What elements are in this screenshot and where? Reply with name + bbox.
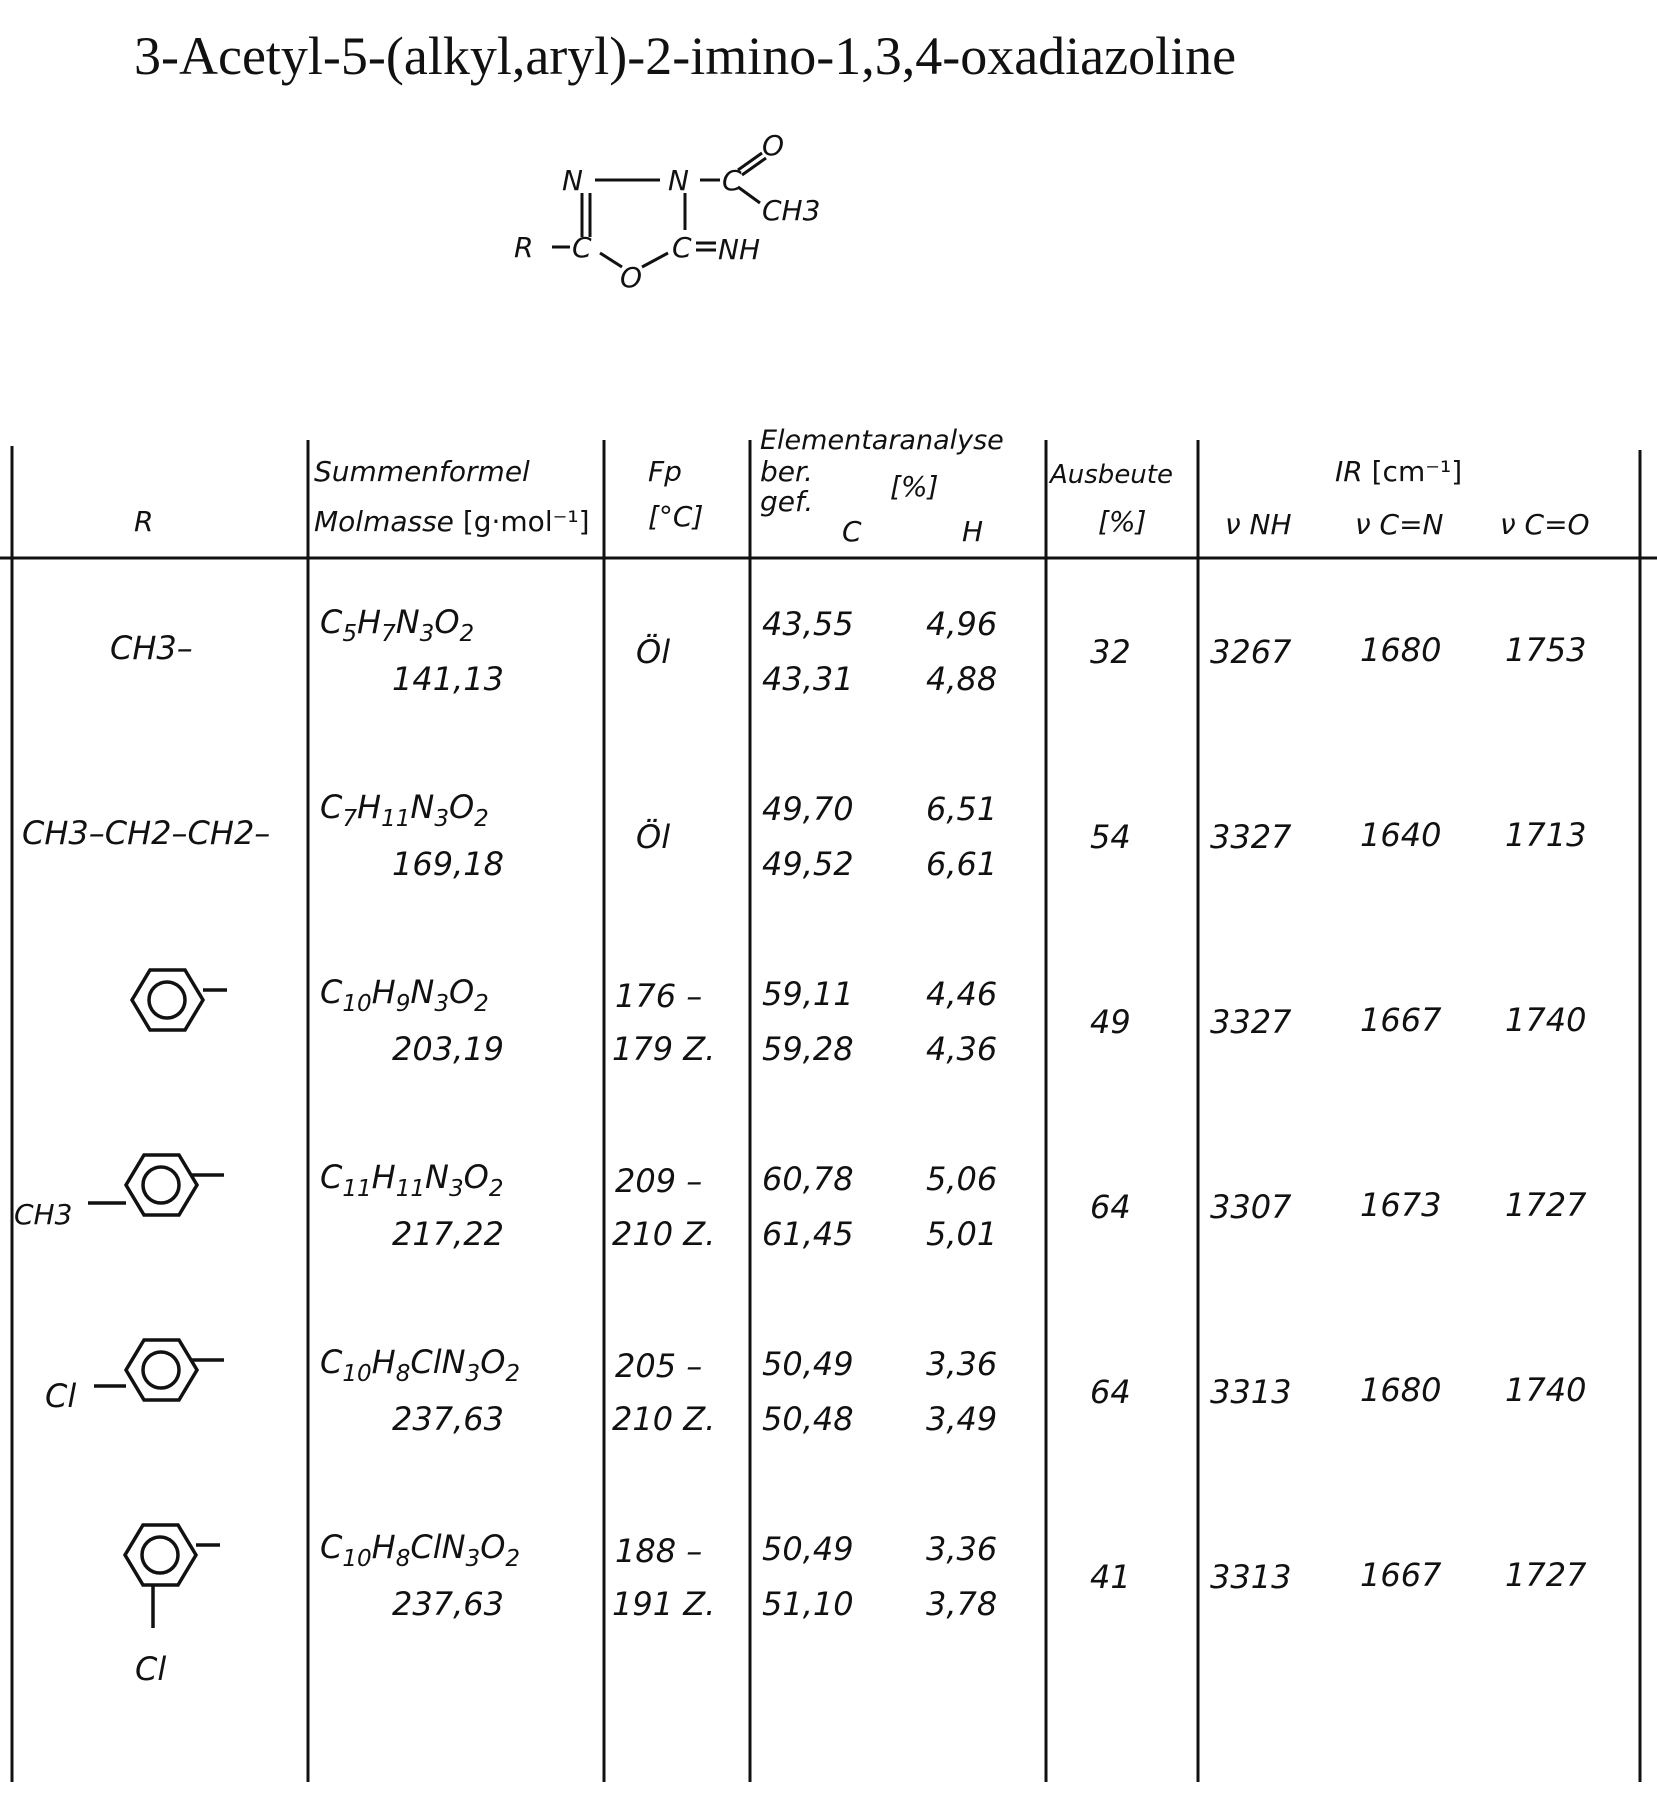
formula-subscript: 5 [342, 621, 357, 648]
ir-nh-value: 3327 [1210, 1003, 1292, 1041]
r-value: CH3–CH2–CH2– [22, 814, 271, 852]
ir-co-value: 1727 [1505, 1186, 1587, 1224]
formula-value [320, 1158, 504, 1203]
formula-subscript: 11 [342, 1176, 372, 1203]
c-gef-value: 59,28 [762, 1030, 854, 1068]
formula-element: O [448, 973, 475, 1011]
ir-nh-value: 3313 [1210, 1373, 1292, 1411]
h-gef-value: 6,61 [926, 845, 998, 883]
fp-value-2: 210 Z. [612, 1215, 716, 1253]
r-value: CH3 [14, 1198, 73, 1231]
header-ea-unit: [%] [890, 470, 939, 503]
h-ber-value: 4,46 [926, 975, 998, 1013]
formula-subscript: 2 [459, 621, 475, 648]
yield-value: 49 [1090, 1003, 1131, 1041]
fp-value-2: 179 Z. [612, 1030, 716, 1068]
r-substituent: Cl [135, 1650, 167, 1688]
yield-value: 32 [1090, 633, 1131, 671]
c-ber-value: 49,70 [762, 790, 854, 828]
r-value: CH3– [110, 629, 193, 667]
ir-cn-value: 1680 [1360, 1371, 1442, 1409]
formula-element: ClN [410, 1528, 466, 1566]
formula-value [320, 788, 489, 833]
formula-subscript: 9 [395, 991, 411, 1018]
ir-co-value: 1727 [1505, 1556, 1587, 1594]
c-gef-value: 49,52 [762, 845, 854, 883]
header-ea: Elementaranalyse [760, 425, 1004, 456]
yield-value: 41 [1090, 1558, 1131, 1596]
formula-element: C [320, 973, 343, 1011]
h-ber-value: 3,36 [926, 1345, 998, 1383]
ir-co-value: 1740 [1505, 1371, 1587, 1409]
page-title: 3-Acetyl-5-(alkyl,aryl)-2-imino-1,3,4-oxadiazoline [134, 26, 1237, 86]
formula-subscript: 10 [342, 991, 372, 1018]
formula-subscript: 10 [342, 1546, 372, 1573]
ir-cn-value: 1673 [1360, 1186, 1442, 1224]
header-fp: Fp [648, 455, 682, 488]
formula-value [320, 1343, 521, 1388]
formula-subscript: 3 [434, 806, 449, 833]
c-gef-value: 51,10 [762, 1585, 854, 1623]
header-ir-co: ν C=O [1500, 508, 1590, 541]
molmass-value: 141,13 [392, 660, 504, 698]
ir-nh-value: 3267 [1210, 633, 1292, 671]
h-gef-value: 4,36 [926, 1030, 998, 1068]
c-ber-value: 50,49 [762, 1345, 854, 1383]
atom-c-left: C [572, 231, 592, 264]
ir-co-value: 1740 [1505, 1001, 1587, 1039]
header-ea-ber: ber. [760, 455, 813, 488]
fp-value: 205 – [615, 1347, 703, 1385]
formula-subscript: 2 [488, 1176, 504, 1203]
c-ber-value: 59,11 [762, 975, 854, 1013]
formula-subscript: 3 [465, 1546, 481, 1573]
header-ea-gef: gef. [760, 485, 814, 518]
h-gef-value: 4,88 [926, 660, 998, 698]
fp-value: 176 – [615, 977, 703, 1015]
chlorophenyl-ring-icon [82, 1330, 232, 1430]
phenyl-ring-icon [115, 960, 235, 1060]
formula-element: H [357, 603, 382, 641]
atom-ch3: CH3 [762, 194, 821, 227]
yield-value: 64 [1090, 1373, 1131, 1411]
c-ber-value: 60,78 [762, 1160, 854, 1198]
atom-n-right: N [668, 164, 689, 197]
ir-nh-value: 3327 [1210, 818, 1292, 856]
c-ber-value: 43,55 [762, 605, 854, 643]
fp-value-2: 191 Z. [612, 1585, 716, 1623]
formula-element: N [410, 973, 435, 1011]
formula-element: O [434, 603, 460, 641]
formula-subscript: 10 [342, 1361, 372, 1388]
formula-value [320, 1528, 521, 1573]
formula-element: O [480, 1528, 506, 1566]
formula-subscript: 11 [381, 806, 411, 833]
fp-value-2: 210 Z. [612, 1400, 716, 1438]
ir-cn-value: 1640 [1360, 816, 1442, 854]
atom-r: R [514, 231, 534, 264]
fp-value: Öl [636, 633, 671, 671]
header-ir-label: IR [1335, 455, 1363, 488]
ir-cn-value: 1667 [1360, 1001, 1442, 1039]
formula-element: N [395, 603, 420, 641]
header-formula: Summenformel [314, 455, 530, 488]
ir-cn-value: 1680 [1360, 631, 1442, 669]
formula-element: C [320, 788, 343, 826]
header-molmass-label: Molmasse [314, 505, 454, 538]
formula-subscript: 11 [395, 1176, 426, 1203]
atom-o-ring: O [620, 261, 643, 294]
formula-element: H [357, 788, 382, 826]
header-ea-h: H [962, 515, 984, 548]
formula-subscript: 8 [395, 1361, 411, 1388]
atom-c-right: C [672, 231, 692, 264]
header-ir-nh: ν NH [1225, 508, 1292, 541]
formula-subscript: 2 [474, 991, 489, 1018]
formula-element: N [425, 1158, 449, 1196]
h-ber-value: 3,36 [926, 1530, 998, 1568]
tolyl-ring-icon [82, 1145, 232, 1245]
header-molmass [314, 505, 590, 538]
molmass-value: 203,19 [392, 1030, 504, 1068]
formula-element: H [371, 973, 396, 1011]
m-chlorophenyl-ring-icon [108, 1510, 228, 1660]
atom-o-carbonyl: O [762, 129, 785, 162]
molmass-value: 237,63 [392, 1585, 504, 1623]
fp-value: 209 – [615, 1162, 703, 1200]
formula-subscript: 3 [465, 1361, 481, 1388]
atom-nh: NH [718, 233, 760, 266]
header-yield: Ausbeute [1050, 460, 1173, 490]
formula-element: H [371, 1158, 396, 1196]
header-ir-cn: ν C=N [1355, 508, 1444, 541]
fp-value: Öl [636, 818, 671, 856]
header-r: R [134, 505, 154, 538]
header-ir-unit: [cm⁻¹] [1371, 455, 1463, 488]
header-ea-c: C [842, 515, 862, 548]
formula-element: C [320, 1158, 343, 1196]
ir-co-value: 1753 [1505, 631, 1587, 669]
formula-element: O [463, 1158, 489, 1196]
ir-nh-value: 3307 [1210, 1188, 1292, 1226]
formula-element: C [320, 1528, 343, 1566]
molmass-value: 217,22 [392, 1215, 504, 1253]
h-gef-value: 3,49 [926, 1400, 998, 1438]
molmass-value: 237,63 [392, 1400, 504, 1438]
formula-subscript: 2 [505, 1546, 521, 1573]
formula-subscript: 3 [448, 1176, 464, 1203]
r-value: Cl [45, 1377, 77, 1415]
h-ber-value: 4,96 [926, 605, 998, 643]
yield-value: 54 [1090, 818, 1131, 856]
atom-c-acyl: C [722, 164, 742, 197]
atom-n-left: N [562, 164, 583, 197]
formula-subscript: 7 [381, 621, 396, 648]
formula-element: ClN [410, 1343, 466, 1381]
h-ber-value: 6,51 [926, 790, 998, 828]
ir-cn-value: 1667 [1360, 1556, 1442, 1594]
formula-subscript: 2 [474, 806, 489, 833]
formula-element: O [448, 788, 475, 826]
formula-element: H [371, 1343, 396, 1381]
formula-element: O [480, 1343, 506, 1381]
h-gef-value: 5,01 [926, 1215, 998, 1253]
c-gef-value: 43,31 [762, 660, 854, 698]
c-gef-value: 61,45 [762, 1215, 854, 1253]
formula-subscript: 7 [342, 806, 357, 833]
h-ber-value: 5,06 [926, 1160, 998, 1198]
formula-element: C [320, 1343, 343, 1381]
h-gef-value: 3,78 [926, 1585, 998, 1623]
formula-subscript: 3 [419, 621, 435, 648]
formula-subscript: 2 [505, 1361, 521, 1388]
yield-value: 64 [1090, 1188, 1131, 1226]
formula-element: N [410, 788, 435, 826]
header-fp-unit: [°C] [648, 500, 704, 533]
ir-nh-value: 3313 [1210, 1558, 1292, 1596]
formula-element: C [320, 603, 343, 641]
header-ir [1335, 455, 1462, 488]
header-yield-unit: [%] [1098, 505, 1147, 538]
ir-co-value: 1713 [1505, 816, 1587, 854]
formula-value [320, 973, 489, 1018]
formula-element: H [371, 1528, 396, 1566]
molmass-value: 169,18 [392, 845, 504, 883]
c-gef-value: 50,48 [762, 1400, 854, 1438]
formula-subscript: 3 [434, 991, 449, 1018]
fp-value: 188 – [615, 1532, 703, 1570]
c-ber-value: 50,49 [762, 1530, 854, 1568]
formula-subscript: 8 [395, 1546, 411, 1573]
formula-value [320, 603, 475, 648]
header-molmass-unit: [g·mol⁻¹] [462, 505, 590, 538]
